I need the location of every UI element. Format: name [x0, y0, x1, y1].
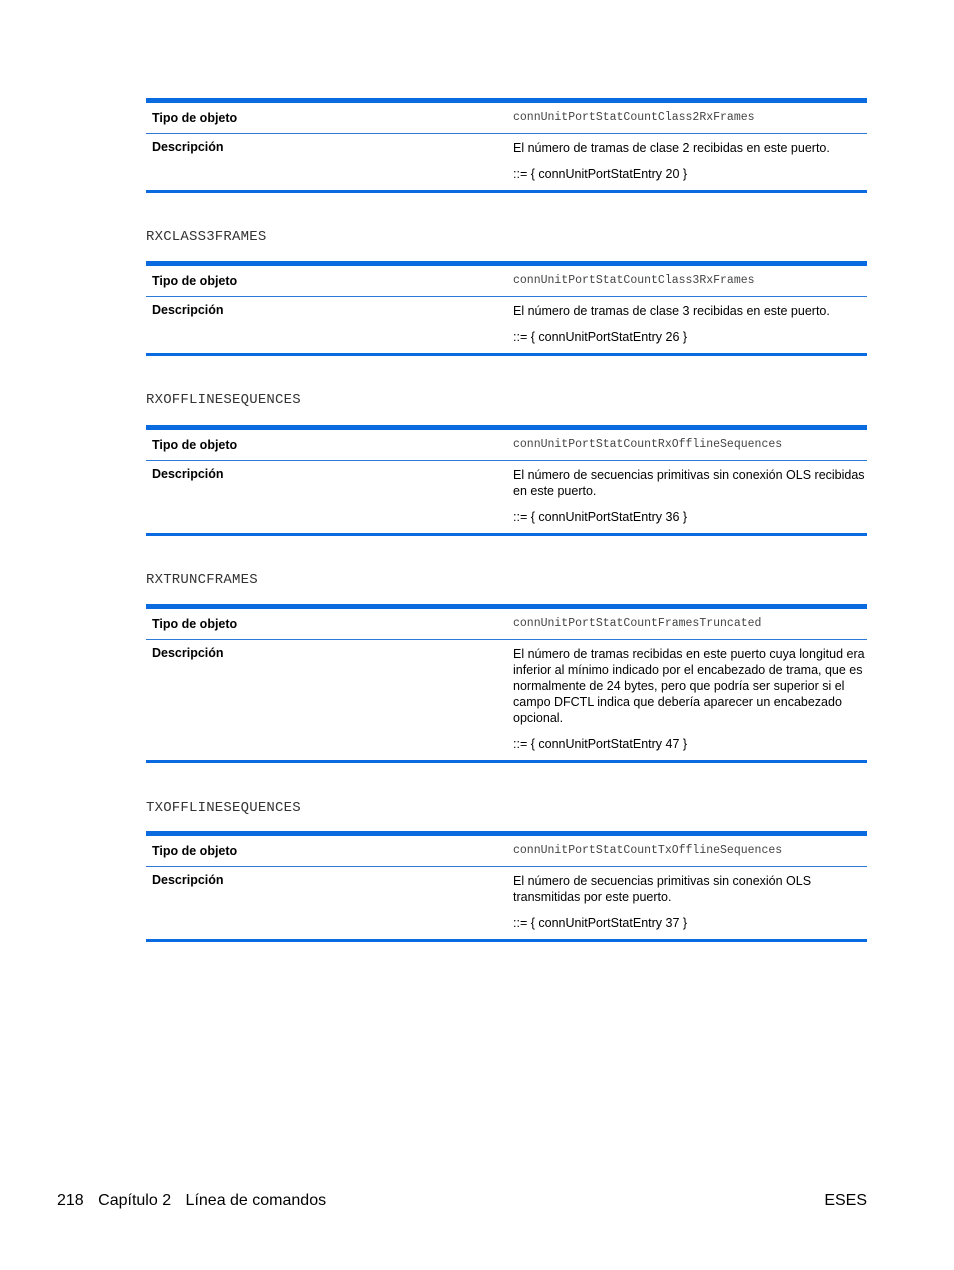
chapter-label: Capítulo 2: [98, 1192, 172, 1209]
type-value: connUnitPortStatCountClass3RxFrames: [513, 264, 867, 297]
object-table-rx-offline: [146, 425, 867, 536]
entry-text: ::= { connUnitPortStatEntry 37 }: [513, 916, 688, 930]
type-label: Tipo de objeto: [146, 834, 513, 867]
page-footer: [57, 1192, 867, 1210]
type-label: Tipo de objeto: [146, 264, 513, 297]
description-label: Descripción: [152, 303, 224, 317]
section-heading: RXOFFLINESEQUENCES: [146, 392, 301, 408]
object-table-trunc: [146, 604, 867, 763]
description-label: Descripción: [152, 467, 224, 481]
chapter-title: Línea de comandos: [185, 1192, 327, 1209]
type-value: connUnitPortStatCountClass2RxFrames: [513, 101, 867, 134]
entry-text: ::= { connUnitPortStatEntry 20 }: [513, 167, 688, 181]
type-label: Tipo de objeto: [146, 101, 513, 134]
section-heading: RXTRUNCFRAMES: [146, 572, 258, 588]
object-table-class3: [146, 261, 867, 356]
type-label: Tipo de objeto: [146, 428, 513, 461]
description-text: El número de tramas de clase 3 recibidas en este puerto.: [513, 304, 830, 318]
entry-text: ::= { connUnitPortStatEntry 26 }: [513, 330, 688, 344]
type-value: connUnitPortStatCountTxOfflineSequences: [513, 834, 867, 867]
type-label: Tipo de objeto: [146, 607, 513, 640]
page-number: 218: [57, 1192, 84, 1209]
description-text: El número de tramas recibidas en este puerto cuya longitud era inferior al mínimo indicado por el encabezado de trama, que es normalmente de 24 bytes, pero que podría ser superior si el campo DFCTL indica que debería aparecer un encabezado opcional.: [513, 647, 865, 725]
type-value: connUnitPortStatCountRxOfflineSequences: [513, 428, 867, 461]
description-text: El número de secuencias primitivas sin conexión OLS recibidas en este puerto.: [513, 468, 865, 498]
description-label: Descripción: [152, 140, 224, 154]
entry-text: ::= { connUnitPortStatEntry 47 }: [513, 737, 688, 751]
type-value: connUnitPortStatCountFramesTruncated: [513, 607, 867, 640]
locale-code: ESES: [824, 1192, 867, 1209]
section-heading: RXCLASS3FRAMES: [146, 229, 267, 245]
description-text: El número de tramas de clase 2 recibidas en este puerto.: [513, 141, 830, 155]
object-table-tx-offline: [146, 831, 867, 942]
description-text: El número de secuencias primitivas sin conexión OLS transmitidas por este puerto.: [513, 874, 812, 904]
entry-text: ::= { connUnitPortStatEntry 36 }: [513, 510, 688, 524]
description-label: Descripción: [152, 873, 224, 887]
section-heading: TXOFFLINESEQUENCES: [146, 800, 301, 816]
object-table-class2: [146, 98, 867, 193]
description-label: Descripción: [152, 646, 224, 660]
